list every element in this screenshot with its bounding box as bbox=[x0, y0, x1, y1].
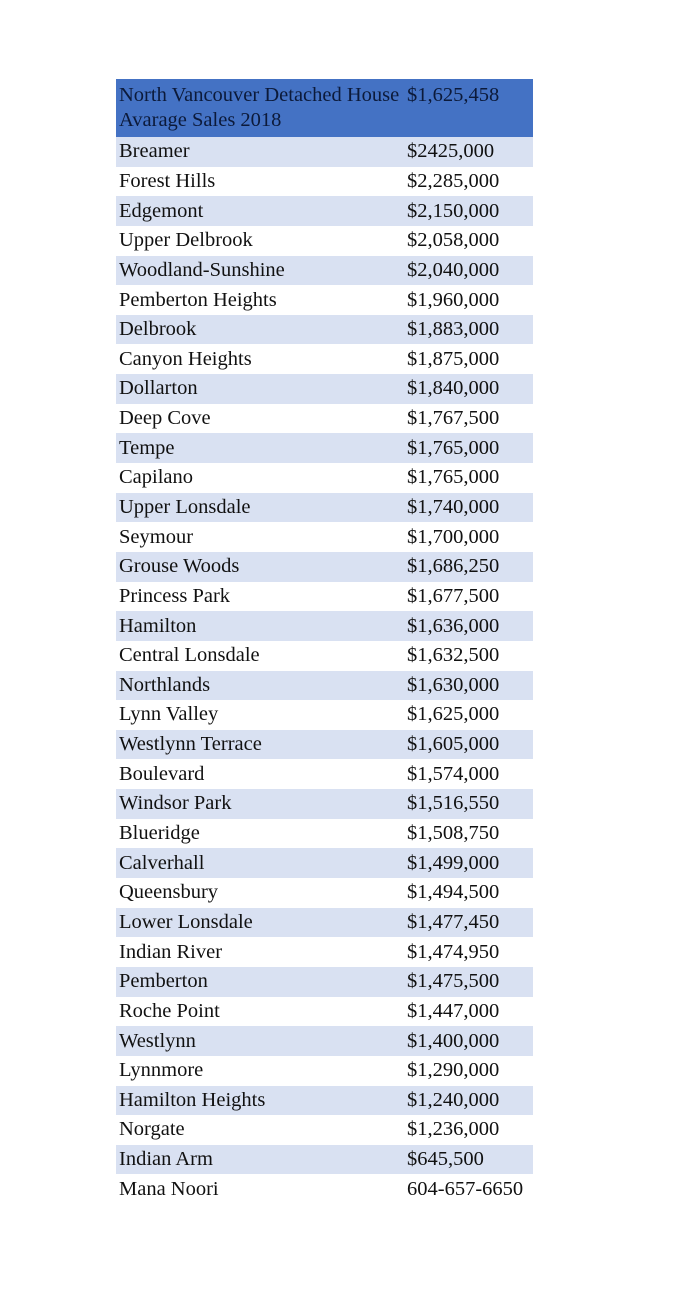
table-row bbox=[116, 1115, 533, 1145]
table-row bbox=[116, 611, 533, 641]
table-row bbox=[116, 937, 533, 967]
neighbourhood-name: Deep Cove bbox=[119, 407, 211, 430]
average-sale-price: $1,636,000 bbox=[407, 614, 500, 637]
table-row bbox=[116, 1086, 533, 1116]
neighbourhood-name: Edgemont bbox=[119, 199, 204, 222]
neighbourhood-name: Lynnmore bbox=[119, 1059, 204, 1082]
neighbourhood-name: Capilano bbox=[119, 466, 194, 489]
average-sale-price: $2425,000 bbox=[407, 140, 495, 163]
average-sale-price: $1,516,550 bbox=[407, 792, 500, 815]
average-sale-price: $1,477,450 bbox=[407, 910, 500, 933]
average-sale-price: $1,840,000 bbox=[407, 377, 500, 400]
neighbourhood-name: Windsor Park bbox=[119, 792, 232, 815]
table-row bbox=[116, 759, 533, 789]
neighbourhood-name: Dollarton bbox=[119, 377, 198, 400]
table-row bbox=[116, 671, 533, 701]
average-sale-price: $1,630,000 bbox=[407, 673, 500, 696]
neighbourhood-name: Lynn Valley bbox=[119, 703, 219, 726]
table-row bbox=[116, 967, 533, 997]
table-row bbox=[116, 256, 533, 286]
average-sale-price: $1,875,000 bbox=[407, 347, 500, 370]
neighbourhood-name: Princess Park bbox=[119, 584, 231, 607]
average-sale-price: $1,700,000 bbox=[407, 525, 500, 548]
neighbourhood-name: Lower Lonsdale bbox=[119, 910, 253, 933]
table-row bbox=[116, 433, 533, 463]
table-row bbox=[116, 789, 533, 819]
neighbourhood-name: Pemberton Heights bbox=[119, 288, 277, 311]
table-row bbox=[116, 700, 533, 730]
neighbourhood-name: Delbrook bbox=[119, 318, 197, 341]
sales-table bbox=[116, 79, 533, 1204]
average-sale-price: $1,508,750 bbox=[407, 822, 500, 845]
table-row bbox=[116, 226, 533, 256]
average-sale-price: $1,632,500 bbox=[407, 644, 500, 667]
average-sale-price: $1,290,000 bbox=[407, 1059, 500, 1082]
average-sale-price: $1,765,000 bbox=[407, 436, 500, 459]
average-sale-price: $1,960,000 bbox=[407, 288, 500, 311]
table-row bbox=[116, 315, 533, 345]
table-row bbox=[116, 404, 533, 434]
neighbourhood-name: Woodland-Sunshine bbox=[119, 258, 285, 281]
average-sale-price: $1,447,000 bbox=[407, 999, 500, 1022]
average-sale-price: $1,625,000 bbox=[407, 703, 500, 726]
neighbourhood-name: Indian River bbox=[119, 940, 223, 963]
average-sale-price: $1,499,000 bbox=[407, 851, 500, 874]
table-row bbox=[116, 137, 533, 167]
neighbourhood-name: Calverhall bbox=[119, 851, 205, 874]
average-sale-price: $1,740,000 bbox=[407, 496, 500, 518]
agent-name: Mana Noori bbox=[119, 1177, 219, 1200]
table-row bbox=[116, 374, 533, 404]
average-sale-price: $1,400,000 bbox=[407, 1029, 500, 1052]
average-sale-price: $1,475,500 bbox=[407, 970, 500, 993]
average-sale-price: $1,686,250 bbox=[407, 555, 500, 578]
table-row bbox=[116, 1145, 533, 1175]
table-title: North Vancouver Detached House Avarage Sales 2018 bbox=[119, 84, 400, 131]
table-header bbox=[116, 79, 533, 137]
average-sale-price: $1,474,950 bbox=[407, 940, 500, 963]
table-row bbox=[116, 167, 533, 197]
average-sale-price: $1,240,000 bbox=[407, 1088, 500, 1111]
neighbourhood-name: Westlynn bbox=[119, 1029, 196, 1052]
table-row bbox=[116, 878, 533, 908]
neighbourhood-name: Roche Point bbox=[119, 999, 220, 1022]
neighbourhood-name: Upper Lonsdale bbox=[119, 496, 251, 518]
table-row bbox=[116, 196, 533, 226]
neighbourhood-name: Central Lonsdale bbox=[119, 644, 260, 667]
neighbourhood-name: Blueridge bbox=[119, 822, 200, 845]
neighbourhood-name: Forest Hills bbox=[119, 169, 216, 192]
neighbourhood-name: Pemberton bbox=[119, 970, 208, 993]
neighbourhood-name: Norgate bbox=[119, 1118, 185, 1141]
table-row bbox=[116, 1056, 533, 1086]
average-sale-price: $2,150,000 bbox=[407, 199, 500, 222]
average-sale-price: $1,765,000 bbox=[407, 466, 500, 489]
average-sale-price: $1,494,500 bbox=[407, 881, 500, 904]
neighbourhood-name: Queensbury bbox=[119, 881, 219, 904]
neighbourhood-name: Tempe bbox=[119, 436, 175, 459]
average-sale-price: $2,285,000 bbox=[407, 169, 500, 192]
average-price: $1,625,458 bbox=[407, 84, 500, 106]
table-row bbox=[116, 285, 533, 315]
table-row bbox=[116, 730, 533, 760]
neighbourhood-name: Upper Delbrook bbox=[119, 229, 253, 252]
neighbourhood-name: Seymour bbox=[119, 525, 194, 548]
average-sale-price: $1,767,500 bbox=[407, 407, 500, 430]
table-row bbox=[116, 552, 533, 582]
average-sale-price: $1,574,000 bbox=[407, 762, 500, 785]
average-sale-price: $1,605,000 bbox=[407, 733, 500, 756]
average-sale-price: $645,500 bbox=[407, 1148, 484, 1171]
average-sale-price: $1,236,000 bbox=[407, 1118, 500, 1141]
average-sale-price: $1,677,500 bbox=[407, 584, 500, 607]
neighbourhood-name: Canyon Heights bbox=[119, 347, 252, 370]
table-row bbox=[116, 344, 533, 374]
table-body bbox=[116, 137, 533, 1174]
table-row bbox=[116, 522, 533, 552]
table-row bbox=[116, 997, 533, 1027]
table-row bbox=[116, 908, 533, 938]
neighbourhood-name: Indian Arm bbox=[119, 1148, 213, 1171]
neighbourhood-name: Grouse Woods bbox=[119, 555, 240, 578]
table-row bbox=[116, 493, 533, 523]
average-sale-price: $2,058,000 bbox=[407, 229, 500, 252]
neighbourhood-name: Hamilton bbox=[119, 614, 197, 637]
table-row bbox=[116, 819, 533, 849]
agent-phone: 604-657-6650 bbox=[407, 1177, 524, 1200]
neighbourhood-name: Westlynn Terrace bbox=[119, 733, 262, 756]
table-row bbox=[116, 1026, 533, 1056]
neighbourhood-name: Northlands bbox=[119, 673, 211, 696]
table-row bbox=[116, 582, 533, 612]
table-row bbox=[116, 641, 533, 671]
footer-row bbox=[116, 1174, 533, 1204]
average-sale-price: $2,040,000 bbox=[407, 258, 500, 281]
table-row bbox=[116, 463, 533, 493]
average-sale-price: $1,883,000 bbox=[407, 318, 500, 341]
neighbourhood-name: Hamilton Heights bbox=[119, 1088, 266, 1111]
table-row bbox=[116, 848, 533, 878]
neighbourhood-name: Boulevard bbox=[119, 762, 205, 785]
neighbourhood-name: Breamer bbox=[119, 140, 190, 163]
